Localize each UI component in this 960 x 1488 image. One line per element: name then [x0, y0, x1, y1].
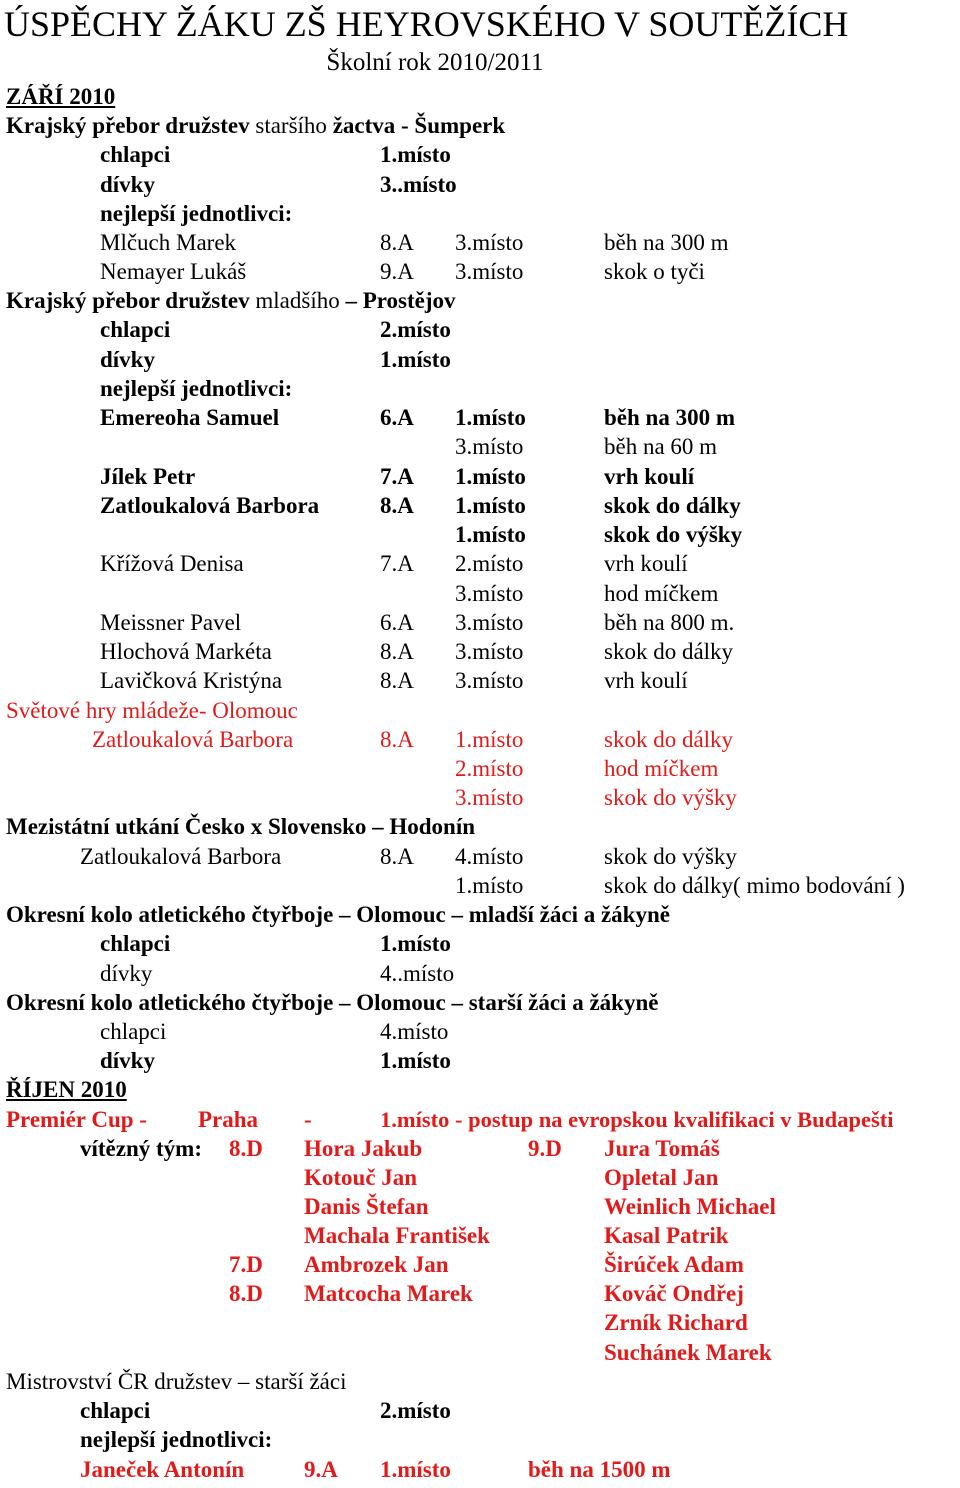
section-title-kp-mladsi [6, 286, 456, 315]
result-event: hod míčkem [604, 581, 719, 606]
team-place-boys: 2.místo [380, 317, 451, 342]
result-class: 6.A [380, 405, 414, 430]
player-name: Weinlich Michael [604, 1194, 776, 1219]
result-place: 1.místo [455, 727, 524, 752]
section-title-mezistatni: Mezistátní utkání Česko x Slovensko – Hodonín [6, 814, 476, 839]
premier-cup-title-part: Premiér Cup - [6, 1107, 147, 1132]
team-place-boys: 2.místo [380, 1398, 451, 1423]
page-subtitle: Školní rok 2010/2011 [326, 49, 544, 76]
team-label-girls: dívky [100, 172, 155, 197]
page-title: ÚSPĚCHY ŽÁKU ZŠ HEYROVSKÉHO V SOUTĚŽÍCH [4, 4, 849, 44]
team-place-girls: 1.místo [380, 1048, 451, 1073]
result-class: 6.A [380, 610, 414, 635]
section-title-mistrovstvi [6, 1367, 347, 1396]
result-class: 8.A [380, 639, 414, 664]
result-event: vrh koulí [604, 551, 688, 576]
result-name: Jílek Petr [100, 464, 196, 489]
result-place: 2.místo [455, 756, 524, 781]
player-name: Machala František [304, 1223, 490, 1248]
player-class: 8.D [229, 1136, 263, 1161]
result-event: běh na 60 m [604, 434, 718, 459]
result-name: Zatloukalová Barbora [92, 727, 294, 752]
result-name: Zatloukalová Barbora [100, 493, 320, 518]
winning-team-label: vítězný tým: [80, 1136, 202, 1161]
team-place-boys: 1.místo [380, 142, 451, 167]
result-event: běh na 800 m. [604, 610, 735, 635]
team-place-boys: 4.místo [380, 1019, 449, 1044]
team-label-boys: chlapci [100, 1019, 167, 1044]
player-name: Zrník Richard [604, 1310, 748, 1335]
player-name: Ambrozek Jan [304, 1252, 449, 1277]
result-place: 1.místo [455, 522, 526, 547]
player-name: Hora Jakub [304, 1136, 423, 1161]
result-event: skok do výšky [604, 785, 737, 810]
player-class: 9.D [528, 1136, 562, 1161]
player-class: 7.D [229, 1252, 263, 1277]
best-individuals-label: nejlepší jednotlivci: [100, 201, 293, 226]
result-event: skok do dálky [604, 493, 741, 518]
result-name: Meissner Pavel [100, 610, 242, 635]
section-title-part: Mistrovství ČR družstev – [6, 1369, 250, 1394]
result-name: Hlochová Markéta [100, 639, 272, 664]
team-place-boys: 1.místo [380, 931, 451, 956]
premier-cup-title-part: Praha [198, 1107, 259, 1132]
result-place: 3.místo [455, 639, 524, 664]
result-name: Janeček Antonín [80, 1457, 245, 1482]
result-event: skok o tyči [604, 259, 705, 284]
result-event: skok do dálky [604, 727, 734, 752]
result-class: 8.A [380, 844, 414, 869]
result-class: 7.A [380, 551, 414, 576]
result-class: 8.A [380, 230, 414, 255]
result-event: skok do výšky [604, 522, 743, 547]
player-name: Opletal Jan [604, 1165, 719, 1190]
section-title-kp-starsi [6, 111, 505, 140]
team-label-boys: chlapci [100, 931, 171, 956]
result-place: 3.místo [455, 668, 524, 693]
best-individuals-label: nejlepší jednotlivci: [80, 1427, 273, 1452]
month-heading-september: ZÁŘÍ 2010 [6, 84, 116, 109]
result-event: běh na 1500 m [528, 1457, 671, 1482]
team-place-girls: 3..místo [380, 172, 457, 197]
player-class: 8.D [229, 1281, 263, 1306]
result-class: 8.A [380, 727, 414, 752]
result-place: 1.místo [455, 493, 526, 518]
result-event: skok do dálky( mimo bodování ) [604, 873, 905, 898]
player-name: Jura Tomáš [604, 1136, 720, 1161]
result-event: běh na 300 m [604, 230, 729, 255]
player-name: Matcocha Marek [304, 1281, 473, 1306]
team-place-girls: 4..místo [380, 961, 455, 986]
section-title-part: – Prostějov [345, 288, 456, 313]
section-title-part: Krajský přebor družstev [6, 288, 250, 313]
result-place: 3.místo [455, 581, 524, 606]
result-event: skok do výšky [604, 844, 737, 869]
result-place: 2.místo [455, 551, 524, 576]
team-label-girls: dívky [100, 961, 153, 986]
result-event: vrh koulí [604, 464, 695, 489]
result-place: 3.místo [455, 259, 524, 284]
result-event: skok do dálky [604, 639, 734, 664]
result-place: 3.místo [455, 230, 524, 255]
section-title-part: starší žáci [249, 1369, 347, 1394]
result-place: 1.místo [455, 405, 526, 430]
team-label-boys: chlapci [100, 142, 171, 167]
result-class: 7.A [380, 464, 414, 489]
result-place: 4.místo [455, 844, 524, 869]
team-label-girls: dívky [100, 1048, 155, 1073]
player-name: Kasal Patrik [604, 1223, 729, 1248]
player-name: Danis Štefan [304, 1194, 429, 1219]
team-place-girls: 1.místo [380, 347, 451, 372]
result-place: 3.místo [455, 610, 524, 635]
result-place: 1.místo [455, 464, 526, 489]
section-title-okresni-starsi: Okresní kolo atletického čtyřboje – Olomouc – starší žáci a žákyně [6, 990, 659, 1015]
team-label-boys: chlapci [80, 1398, 151, 1423]
result-event: hod míčkem [604, 756, 719, 781]
team-label-girls: dívky [100, 347, 155, 372]
team-label-boys: chlapci [100, 317, 171, 342]
premier-cup-title-part: - [304, 1107, 312, 1132]
player-name: Kováč Ondřej [604, 1281, 744, 1306]
result-name: Mlčuch Marek [100, 230, 237, 255]
player-name: Širúček Adam [604, 1252, 744, 1277]
result-place: 1.místo [380, 1457, 451, 1482]
section-title-part: mladšího [249, 288, 346, 313]
result-event: vrh koulí [604, 668, 688, 693]
result-name: Zatloukalová Barbora [80, 844, 282, 869]
section-title-okresni-mladsi: Okresní kolo atletického čtyřboje – Olomouc – mladší žáci a žákyně [6, 902, 670, 927]
month-heading-october: ŘÍJEN 2010 [6, 1077, 127, 1102]
result-class: 8.A [380, 668, 414, 693]
result-place: 1.místo [455, 873, 524, 898]
player-name: Kotouč Jan [304, 1165, 418, 1190]
result-place: 3.místo [455, 785, 524, 810]
section-title-part: Krajský přebor družstev [6, 113, 250, 138]
result-event: běh na 300 m [604, 405, 735, 430]
result-class: 9.A [380, 259, 414, 284]
section-title-svetove-hry: Světové hry mládeže- Olomouc [6, 698, 298, 723]
result-name: Emereoha Samuel [100, 405, 280, 430]
premier-cup-title-part: 1.místo - postup na evropskou kvalifikaci v Budapešti [380, 1107, 894, 1132]
player-name: Suchánek Marek [604, 1340, 772, 1365]
result-class: 8.A [380, 493, 414, 518]
section-title-part: staršího [249, 113, 333, 138]
best-individuals-label: nejlepší jednotlivci: [100, 376, 293, 401]
result-class: 9.A [304, 1457, 338, 1482]
section-title-part: žactva - Šumperk [332, 113, 506, 138]
result-name: Křížová Denisa [100, 551, 244, 576]
result-place: 3.místo [455, 434, 524, 459]
result-name: Lavičková Kristýna [100, 668, 283, 693]
result-name: Nemayer Lukáš [100, 259, 247, 284]
